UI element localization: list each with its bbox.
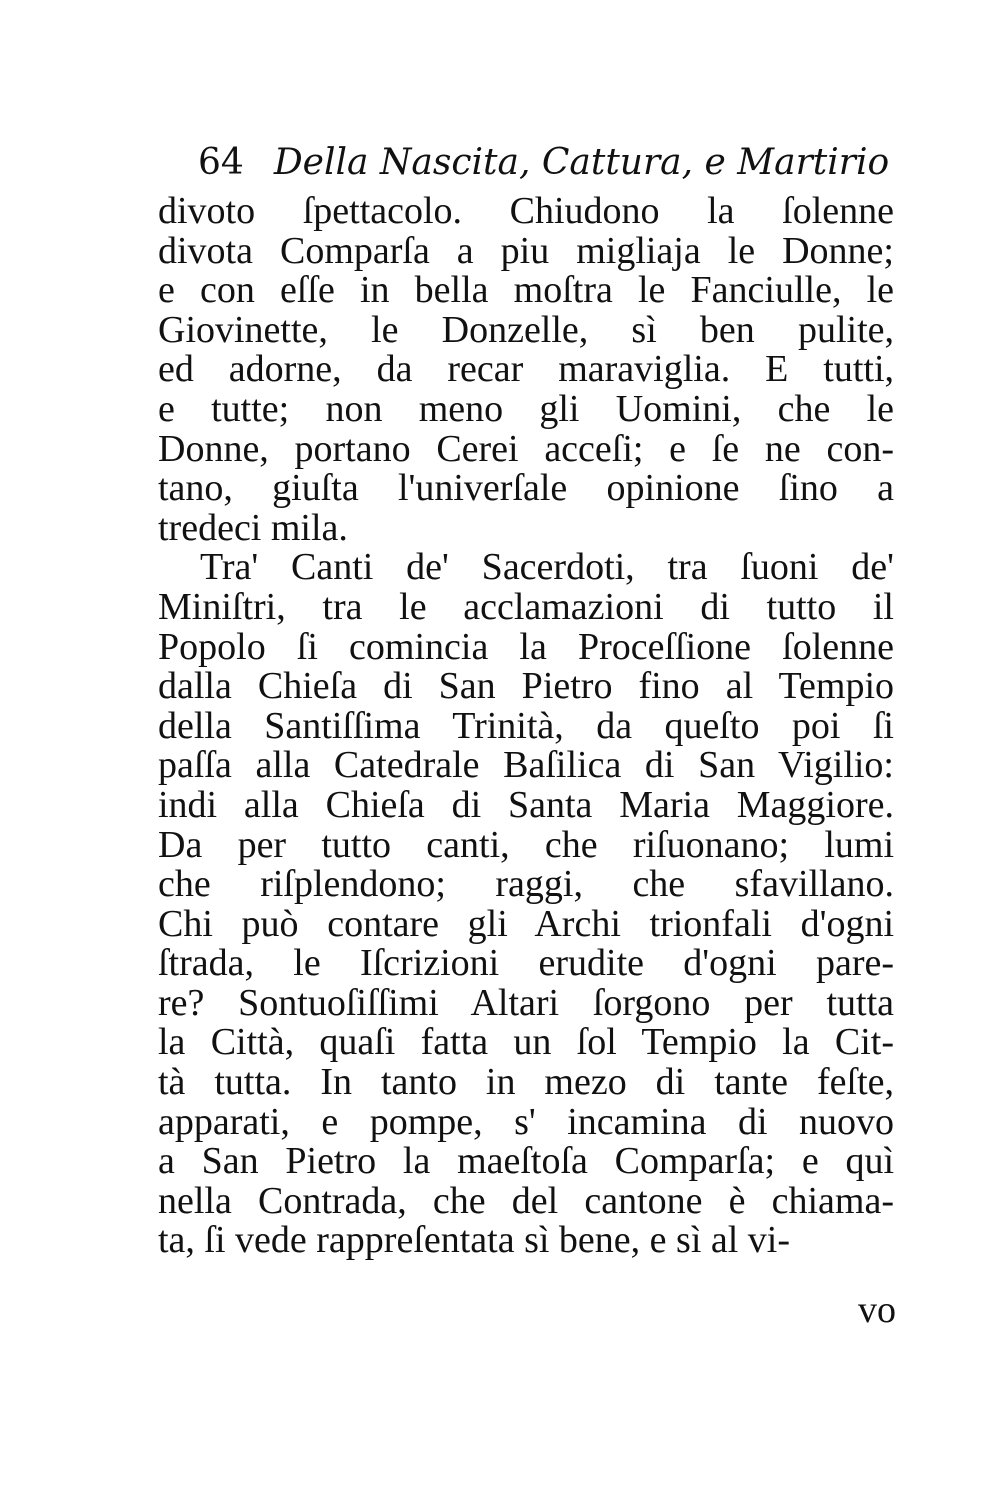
text-line: Miniſtri, tra le acclamazioni di tutto il [158, 587, 894, 628]
running-title: Della Nascita, Cattura, e Martirio [273, 142, 890, 183]
text-line: tredeci mila. [158, 508, 348, 549]
text-line: Da per tutto canti, che riſuonano; lumi [158, 825, 894, 866]
text-line: tà tutta. In tanto in mezo di tante feſte, [158, 1063, 894, 1103]
text-line: ta, ſi vede rappreſentata sì bene, e sì al vi- [158, 1221, 791, 1262]
text-line: divota Comparſa a piu migliaja le Donne; [158, 231, 894, 272]
text-line: dalla Chieſa di San Pietro fino al Tempio [158, 667, 894, 707]
body-text [158, 192, 894, 1261]
text-line: e con eſſe in bella moſtra le Fanciulle, le [158, 271, 894, 311]
text-line: ed adorne, da recar maraviglia. E tutti, [158, 350, 894, 390]
text-line: che riſplendono; raggi, che sfavillano. [158, 865, 894, 905]
text-line: indi alla Chieſa di Santa Maria Maggiore. [158, 785, 894, 826]
catchword: vo [858, 1289, 896, 1331]
text-line: divoto ſpettacolo. Chiudono la ſolenne [158, 192, 894, 232]
text-line: a San Pietro la maeſtoſa Comparſa; e quì [158, 1142, 894, 1182]
text-line: apparati, e pompe, s' incamina di nuovo [158, 1102, 894, 1143]
text-line: Tra' Canti de' Sacerdoti, tra ſuoni de' [200, 548, 894, 588]
text-line: della Santiſſima Trinità, da queſto poi ſi [158, 706, 894, 747]
text-line: ſtrada, le Iſcrizioni erudite d'ogni pare- [158, 944, 894, 984]
page-number: 64 [198, 142, 244, 183]
text-line: tano, giuſta l'univerſale opinione ſino a [158, 469, 894, 509]
text-line: re? Sontuoſiſſimi Altari ſorgono per tutta [158, 983, 894, 1024]
text-line: e tutte; non meno gli Uomini, che le [158, 389, 894, 430]
text-line: nella Contrada, che del cantone è chiama- [158, 1181, 894, 1222]
text-line: paſſa alla Catedrale Baſilica di San Vigilio: [158, 746, 894, 786]
text-line: Donne, portano Cerei acceſi; e ſe ne con- [158, 429, 894, 470]
running-header [198, 138, 890, 188]
text-line: Popolo ſi comincia la Proceſſione ſolenne [158, 627, 894, 668]
text-line: Chi può contare gli Archi trionfali d'ogni [158, 904, 894, 945]
text-line: la Città, quaſi fatta un ſol Tempio la Cit- [158, 1023, 894, 1064]
text-line: Giovinette, le Donzelle, sì ben pulite, [158, 310, 894, 351]
